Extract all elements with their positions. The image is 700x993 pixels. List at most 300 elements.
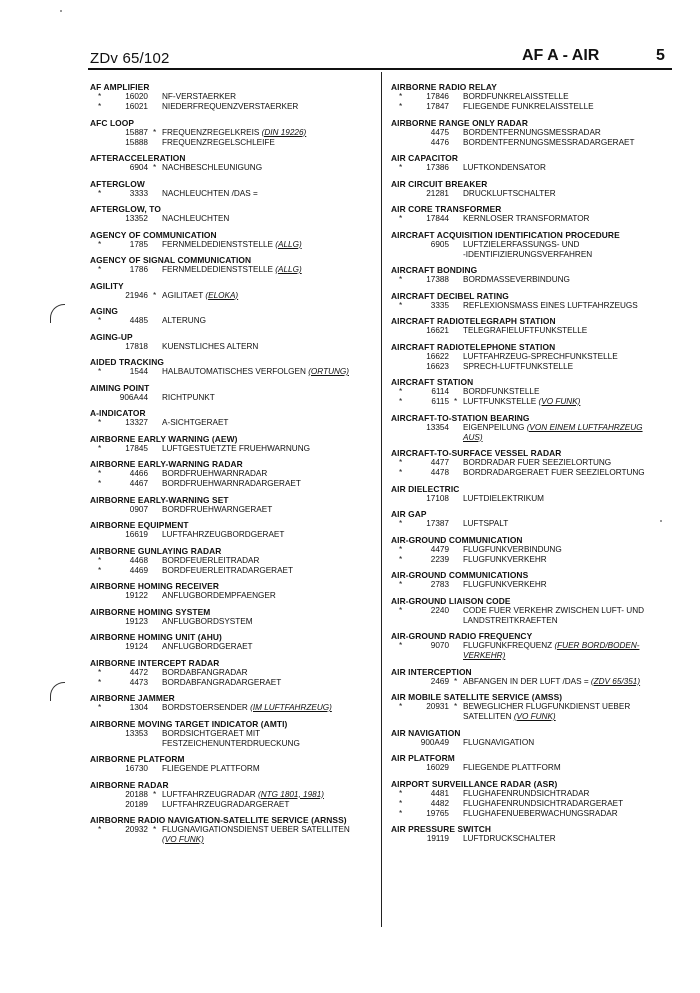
translation-main: BORDSICHTGERAET MIT [162,728,261,738]
translation-line [90,418,380,428]
translation-line [391,301,681,311]
translation-main: KUENSTLICHES ALTERN [162,341,259,351]
entry-number: 3333 [129,188,148,198]
translation-main: RICHTPUNKT [162,392,215,402]
translation-line [391,214,681,224]
translation-line [90,265,380,275]
dictionary-entry [391,82,681,112]
entry-number: 19765 [426,808,449,818]
translation-line [90,128,380,138]
entry-number: 4482 [430,798,449,808]
marker-asterisk: * [153,290,157,300]
entry-number: 16622 [426,351,449,361]
dictionary-entry [90,495,380,515]
marker-asterisk: * [399,554,403,564]
entry-number: 2239 [430,554,449,564]
entry-number: 17388 [426,275,449,284]
entry-number: 4481 [430,788,449,798]
translation-text [463,128,601,138]
entry-number: 19124 [125,642,148,651]
translation-text [162,530,284,540]
entry-term: AIRCRAFT STATION [391,377,474,387]
translation-line [90,367,380,377]
translation-main: FERNMELDEDIENSTSTELLE [162,239,276,249]
translation-line [90,505,380,515]
translation-main: FLUGHAFENRUNDSICHTRADARGERAET [463,798,624,808]
marker-asterisk: * [399,163,403,172]
translation-main: BORDRADARGERAET FUER SEEZIELORTUNG [463,468,645,477]
dictionary-entry [90,408,380,428]
marker-asterisk: * [399,641,403,650]
translation-text [463,189,556,199]
translation-main: LUFTDIELEKTRIKUM [463,493,544,503]
translation-text [463,519,508,529]
entry-term: AIRBORNE HOMING UNIT (AHU) [90,632,222,642]
entry-term: AIRBORNE RADIO NAVIGATION-SATELLITE SERVICE (ARNSS) [90,815,347,825]
translation-text [463,397,580,407]
entry-number: 16020 [125,92,148,101]
translation-text [162,566,293,576]
translation-text [162,505,272,515]
translation-line [90,800,380,810]
translation-main: BORDMASSEVERBINDUNG [463,275,570,284]
entry-term: A-INDICATOR [90,408,146,418]
entry-term: AIMING POINT [90,382,150,393]
translation-text [162,739,300,749]
translation-line [391,677,681,687]
translation-text [162,316,206,326]
translation-text [162,291,238,301]
translation-main: ALTERUNG [162,316,206,325]
translation-main: LUFTFAHRZEUGRADARGERAET [162,799,290,809]
translation-main: -IDENTIFIZIERUNGSVERFAHREN [463,249,593,259]
translation-line [391,352,681,362]
translation-main: BORDSTOERSENDER [162,703,251,712]
translation-line [90,92,380,102]
translation-main: SATELLITEN [463,712,514,721]
translation-main: LUFTSPALT [463,519,509,528]
translation-main: BORDRADAR FUER SEEZIELORTUNG [463,458,612,467]
translation-main: ANFLUGBORDEMPFAENGER [162,591,276,600]
translation-main: BORDFRUEHWARNRADARGERAET [162,479,301,488]
translation-line [90,342,380,352]
page-number: 5 [656,47,665,64]
dictionary-entry [90,520,380,540]
dictionary-entry [90,658,380,688]
entry-number: 3335 [430,300,449,310]
continuation-line [391,616,681,626]
translation-line [391,763,681,773]
entry-term: AIRBORNE JAMMER [90,693,175,703]
translation-text [162,556,259,566]
translation-text [463,92,569,102]
translation-main: LUFTDRUCKSCHALTER [463,834,556,843]
translation-text [162,764,260,774]
translation-main: BORDFEUERLEITRADAR [162,555,260,565]
dictionary-entry [391,824,681,844]
translation-text [162,138,275,148]
translation-line [391,423,681,433]
entry-term: AIR PRESSURE SWITCH [391,824,492,834]
translation-text [463,362,573,372]
translation-line [90,138,380,148]
entry-term: AIRCRAFT RADIOTELEGRAPH STATION [391,316,556,326]
continuation-line [391,433,681,443]
translation-main: BORDABFANGRADAR [162,667,248,677]
translation-text [162,189,258,199]
translation-line [90,790,380,800]
translation-line [90,556,380,566]
translation-line [90,591,380,601]
entry-number: 16021 [125,102,148,111]
marker-asterisk: * [399,808,403,818]
marker-asterisk: * [399,92,403,101]
translation-main: NACHLEUCHTEN /DAS = [162,188,258,198]
translation-text [463,712,556,722]
translation-text [162,240,302,250]
translation-text [463,240,579,250]
translation-line [391,275,681,285]
translation-main: DRUCKLUFTSCHALTER [463,188,556,198]
translation-main: LUFTFAHRZEUG-SPRECHFUNKSTELLE [463,351,618,361]
document-reference: ZDv 65/102 [90,50,170,67]
translation-main: BORDFRUEHWARNGERAET [162,504,273,514]
dictionary-entry [391,118,681,148]
entry-number: 16619 [125,530,148,539]
translation-line [90,764,380,774]
entry-term: AIR-GROUND COMMUNICATIONS [391,570,529,580]
translation-text [463,494,544,504]
entry-term: AIRBORNE EQUIPMENT [90,520,189,530]
translation-main: CODE FUER VERKEHR ZWISCHEN LUFT- UND [463,605,645,615]
entry-number: 17386 [426,163,449,172]
translation-main: BORDENTFERNUNGSMESSRADAR [463,127,601,137]
source-note: (ALLG) [275,239,302,249]
dictionary-entry [391,596,681,626]
translation-main: NACHBESCHLEUNIGUNG [162,163,263,172]
dictionary-entry [90,255,380,275]
marker-asterisk: * [399,458,403,467]
entry-number: 1785 [129,239,148,249]
entry-number: 16029 [426,763,449,772]
translation-text [463,580,547,590]
entry-number: 16730 [125,764,148,773]
translation-text [162,678,281,688]
entry-number: 13354 [426,422,449,432]
dictionary-entry [391,153,681,173]
translation-text [162,800,289,810]
translation-line [391,189,681,199]
entry-term: AIRBORNE HOMING SYSTEM [90,606,211,617]
entry-term: AGENCY OF COMMUNICATION [90,229,217,240]
translation-line [90,825,380,835]
translation-main: REFLEXIONSMASS EINES LUFTFAHRZEUGS [463,300,638,310]
entry-term: AIRBORNE RANGE ONLY RADAR [391,117,528,128]
translation-main: FLUGFUNKVERBINDUNG [463,544,562,554]
translation-line [90,729,380,739]
translation-text [463,102,594,112]
translation-text [162,591,276,601]
marker-asterisk: * [399,519,403,528]
entry-term: AIRBORNE PLATFORM [90,754,185,764]
translation-text [463,423,643,433]
translation-text [162,92,236,102]
translation-main: NACHLEUCHTEN [162,214,230,223]
translation-line [391,468,681,478]
entry-number: 17845 [125,443,148,453]
translation-main: TELEGRAFIELUFTFUNKSTELLE [463,326,588,335]
marker-asterisk: * [98,479,102,488]
translation-text [463,468,645,478]
translation-main: KERNLOSER TRANSFORMATOR [463,214,590,223]
entry-number: 0907 [129,504,148,514]
entry-number: 13353 [125,728,148,738]
translation-main: NF-VERSTAERKER [162,92,236,101]
dictionary-entry [391,692,681,722]
translation-main: LANDSTREITKRAEFTEN [463,615,558,625]
marker-asterisk: * [153,825,157,834]
dictionary-entry [391,179,681,199]
translation-text [463,545,562,555]
entry-term: AIR-GROUND RADIO FREQUENCY [391,631,533,641]
source-note: VERKEHR) [463,651,506,660]
column-divider [381,72,382,927]
entry-term: AIRBORNE EARLY WARNING (AEW) [90,433,238,444]
entry-term: AIR DIELECTRIC [391,483,460,494]
punch-hole-mark [50,682,65,701]
marker-asterisk: * [98,418,102,427]
entry-term: AIRBORNE HOMING RECEIVER [90,581,219,591]
translation-main: FLUGFUNKFREQUENZ [463,641,555,650]
translation-line [391,102,681,112]
translation-text [162,393,215,403]
entry-number: 17844 [426,214,449,223]
dictionary-entry [391,342,681,372]
entry-number: 4477 [430,458,449,467]
entry-term: AIDED TRACKING [90,357,164,367]
entry-term: AIRBORNE GUNLAYING RADAR [90,545,222,556]
translation-line [90,240,380,250]
translation-text [463,326,587,336]
entry-term: AIRBORNE EARLY-WARNING SET [90,494,229,505]
translation-text [463,763,561,773]
marker-asterisk: * [98,667,102,677]
entry-number: 4469 [129,565,148,575]
entry-term: AIRBORNE RADIO RELAY [391,82,497,92]
dictionary-entry [90,693,380,713]
translation-main: BORDABFANGRADARGERAET [162,677,282,687]
translation-text [463,138,635,148]
translation-line [391,799,681,809]
dictionary-entry [391,448,681,478]
marker-asterisk: * [98,188,102,198]
dictionary-entry [90,754,380,774]
translation-text [162,479,301,489]
marker-asterisk: * [98,703,102,712]
translation-text [463,799,623,809]
translation-text [162,668,248,678]
translation-line [391,580,681,590]
translation-main: HALBAUTOMATISCHES VERFOLGEN [162,367,309,376]
marker-asterisk: * [399,544,403,554]
marker-asterisk: * [399,102,403,111]
entry-number: 16621 [426,326,449,335]
translation-text [463,834,556,844]
translation-text [463,250,592,260]
marker-asterisk: * [454,676,458,686]
source-note: (ZDV 65/351) [590,676,641,686]
marker-asterisk: * [454,702,458,711]
entry-number: 19123 [125,616,148,626]
entry-number: 4476 [430,137,449,147]
translation-main: ANFLUGBORDGERAET [162,642,253,651]
continuation-line [391,250,681,260]
translation-text [463,301,638,311]
translation-main: BORDENTFERNUNGSMESSRADARGERAET [463,137,635,147]
marker-asterisk: * [399,300,403,310]
translation-main: FLUGFUNKVERKEHR [463,580,547,589]
dictionary-entry [90,581,380,601]
marker-asterisk: * [98,92,102,101]
translation-text [463,789,589,799]
translation-text [463,702,630,712]
translation-text [463,738,534,748]
translation-text [162,444,310,454]
entry-number: 6114 [431,387,449,396]
marker-asterisk: * [98,825,102,834]
translation-text [463,214,589,224]
translation-text [162,729,260,739]
entry-number: 6115 [431,397,449,406]
translation-text [463,275,570,285]
translation-main: AGILITAET [162,290,206,300]
dictionary-entry [90,357,380,377]
marker-asterisk: * [98,677,102,687]
entry-number: 900A49 [420,737,449,747]
translation-line [391,138,681,148]
translation-line [391,458,681,468]
entry-number: 4473 [129,677,148,687]
translation-line [391,397,681,407]
translation-line [391,519,681,529]
translation-line [391,606,681,616]
entry-number: 19119 [426,834,449,843]
dictionary-entry [391,535,681,565]
source-note: (ALLG) [275,265,302,274]
translation-line [391,163,681,173]
translation-line [90,530,380,540]
entry-term: AF AMPLIFIER [90,82,150,92]
dictionary-entry [391,509,681,529]
entry-number: 20932 [125,825,148,834]
entry-term: AGENCY OF SIGNAL COMMUNICATION [90,255,252,265]
source-note: (IM LUFTFAHRZEUG) [250,703,332,712]
translation-text [162,128,306,138]
translation-line [391,738,681,748]
marker-asterisk: * [399,605,403,615]
marker-asterisk: * [98,565,102,575]
translation-text [162,367,349,377]
entry-number: 2469 [430,676,449,686]
entry-term: AIRBORNE EARLY-WARNING RADAR [90,459,243,469]
entry-number: 4479 [430,544,449,554]
translation-main: FLIEGENDE FUNKRELAISSTELLE [463,102,594,111]
entry-number: 9070 [430,641,449,650]
source-note: (DIN 19226) [261,127,307,137]
entry-term: AFTERGLOW, TO [90,204,161,214]
translation-line [90,291,380,301]
translation-line [90,617,380,627]
translation-main: BORDFEUERLEITRADARGERAET [162,565,294,575]
dictionary-entry [90,815,380,845]
translation-text [162,342,258,352]
translation-main: LUFTFAHRZEUGRADAR [162,789,258,799]
translation-main: FLUGNAVIGATIONSDIENST UEBER SATELLITEN [162,825,350,834]
dictionary-entry [90,281,380,301]
translation-text [463,606,644,616]
source-note: (FUER BORD/BODEN- [554,641,640,650]
dictionary-entry [391,570,681,590]
translation-line [391,128,681,138]
translation-main: FLUGHAFENUEBERWACHUNGSRADAR [463,808,618,818]
translation-main: FREQUENZREGELSCHLEIFE [162,137,275,147]
marker-asterisk: * [399,397,403,406]
entry-number: 4475 [430,127,449,137]
entry-term: AIRBORNE MOVING TARGET INDICATOR (AMTI) [90,718,288,729]
translation-text [463,433,483,443]
entry-term: AGILITY [90,280,124,291]
source-note: (ORTUNG) [308,367,349,376]
translation-text [463,616,558,626]
entry-number: 2783 [430,580,449,589]
marker-asterisk: * [98,316,102,325]
translation-line [391,555,681,565]
dictionary-entry [90,82,380,112]
dictionary-entry [90,153,380,173]
marker-asterisk: * [399,798,403,808]
dictionary-entry [90,719,380,749]
entry-number: 15887 [125,127,148,137]
translation-line [90,189,380,199]
entry-term: AIR CAPACITOR [391,153,459,163]
entry-number: 6904 [129,163,148,172]
marker-asterisk: * [98,443,102,453]
header-rule [88,68,672,70]
dictionary-entry [391,265,681,285]
translation-text [162,102,298,112]
marker-asterisk: * [399,788,403,798]
entry-term: AIRCRAFT RADIOTELEPHONE STATION [391,341,556,352]
entry-term: AFTERACCELERATION [90,153,186,163]
entry-number: 17846 [426,92,449,101]
translation-line [391,809,681,819]
dictionary-entry [391,667,681,687]
section-heading: AF A - AIR [522,47,600,64]
translation-line [391,641,681,651]
source-note: (NTG 1801, 1981) [257,789,324,799]
translation-text [463,809,618,819]
translation-line [391,387,681,397]
translation-line [391,702,681,712]
translation-text [162,703,332,713]
entry-number: 4485 [129,316,148,325]
dictionary-entry [391,728,681,748]
translation-line [90,566,380,576]
entry-term: AGING-UP [90,331,133,342]
dictionary-entry [391,291,681,311]
dictionary-entry [90,434,380,454]
translation-text [463,458,611,468]
